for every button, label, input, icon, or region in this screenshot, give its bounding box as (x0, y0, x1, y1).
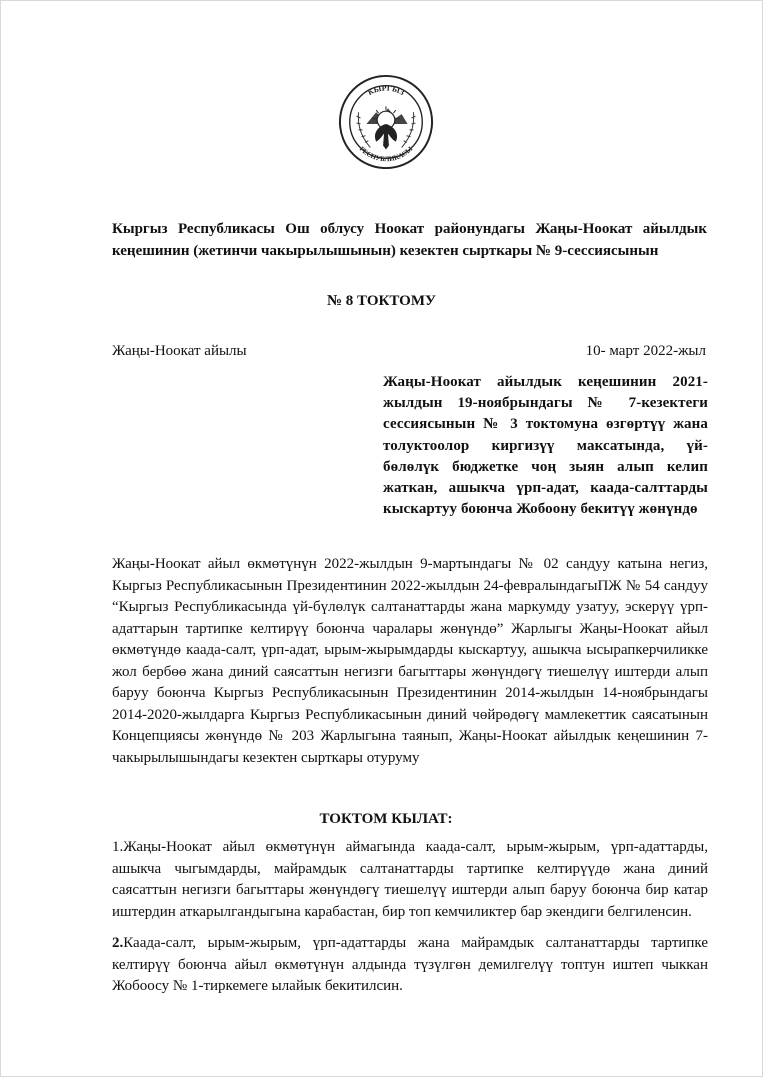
item-2-text: Каада-салт, ырым-жырым, үрп-адаттарды жана майрамдык салтанаттарды тартипке келтирүү боюнча айыл өкмөтүнүн алдында түзүлгөн демилгелүү топтун иштеп чыккан Жобоосу № 1-тиркемеге ылайык бекитилсин. (112, 935, 708, 994)
document-heading: Кыргыз Республикасы Ош облусу Ноокат районундагы Жаңы-Ноокат айылдык кеңешинин (жетинчи чакырылышынын) кезектен сырткары № 9-сессиясынын (112, 221, 707, 259)
resolution-item-1: 1.Жаңы-Ноокат айыл өкмөтүнүн аймагында каада-салт, ырым-жырым, үрп-адаттарды, ашыкча чыгымдарды, майрамдык салтанаттарды тартипке келтирүүдө жана диний саясаттын негизги багыттары жөнүндөгү тиешелүү иштерди алып баруу боюнча бир катар иштердин аткарылгандыгына карабастан, бир топ кемчиликтер бар экендиги белгиленсин. (112, 839, 708, 920)
emblem-text-bottom: РЕСПУБЛИКАСЫ (357, 145, 415, 164)
resolution-item-2 (112, 933, 708, 998)
decree-number: № 8 ТОКТОМУ (326, 293, 437, 309)
emblem-text-top: КЫРГЫЗ (366, 83, 406, 98)
preamble-paragraph: Жаңы-Ноокат айыл өкмөтүнүн 2022-жылдын 9-мартындагы № 02 сандуу катына негиз, Кыргыз Республикасынын Президентинин 2022-жылдын 24-февралындагыПЖ № 54 сандуу “Кыргыз Республикасында үй-бүлөлүк салтанаттарды жана маркумду узатуу, эскерүү үрп-адаттарын тартипке келтирүү боюнча чаралары жөнүндө” Жарлыгы Жаңы-Ноокат айыл өкмөтүндө каада-салт, үрп-адат, ырым-жырымдарды кыскартуу, ашыкча ысырапкерчиликке жол бербөө жана диний саясаттын негизги багыттары жөнүндөгү тиешелүү иштерди алып баруу боюнча Кыргыз Республикасынын Президентинин 2014-жылдын 14-ноябрындагы 2014-2020-жылдарга Кыргыз Республикасынын диний чөйрөдөгү мамлекеттик саясатынын Концепциясы жөнүндө № 203 Жарлыгына таянып, Жаңы-Ноокат айылдык кеңешинин 7-чакырылышындагы кезектен сырткары отуруму (112, 556, 708, 766)
date-of-issue: 10- март 2022-жыл (585, 343, 706, 359)
item-2-number: 2. (112, 935, 124, 951)
place-of-issue: Жаңы-Ноокат айылы (112, 343, 247, 359)
kyrgyz-emblem-icon (337, 73, 435, 171)
resolve-heading: ТОКТОМ КЫЛАТ: (319, 811, 453, 827)
decree-subject: Жаңы-Ноокат айылдык кеңешинин 2021-жылдын 19-ноябрындагы № 7-кезектеги сессиясынын № 3 токтомуна өзгөртүү жана толуктоолор киргизүү максатында, үй-бөлөлүк бюджетке чоң зыян алып келип жаткан, ашыкча үрп-адат, каада-салттарды кыскартуу боюнча Жобоону бекитүү жөнүндө (383, 374, 708, 518)
